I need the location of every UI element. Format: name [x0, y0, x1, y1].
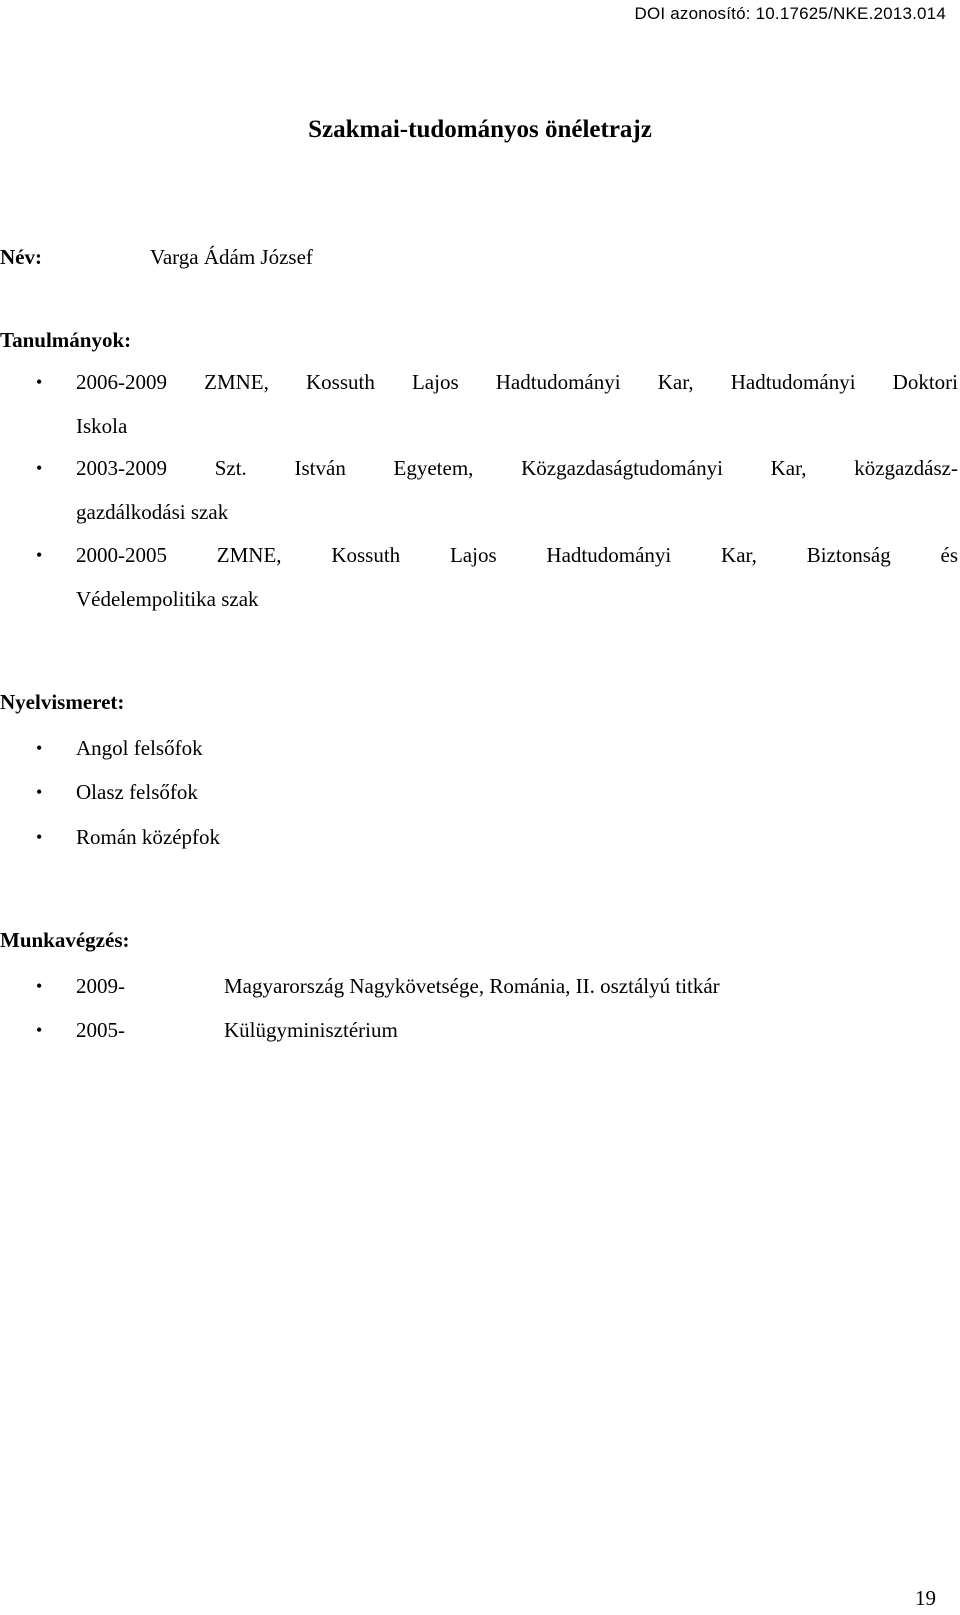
bullet-icon: • — [36, 372, 43, 392]
studies-item-line: 2006-2009 ZMNE, Kossuth Lajos Hadtudományi Kar, Hadtudományi Doktori — [76, 370, 958, 394]
language-list-item — [0, 815, 960, 859]
language-item-text: Olasz felsőfok — [76, 780, 198, 804]
bullet-icon: • — [36, 458, 43, 478]
bullet-icon: • — [36, 782, 43, 802]
studies-list-item — [0, 533, 960, 621]
work-item-year: 2005- — [76, 1018, 125, 1042]
language-item-text: Angol felsőfok — [76, 736, 203, 760]
work-list-item — [0, 1008, 960, 1052]
bullet-icon: • — [36, 827, 43, 847]
studies-item-continuation: Védelempolitika szak — [76, 587, 259, 611]
studies-list-item — [0, 446, 960, 534]
name-label: Név: — [0, 245, 42, 269]
work-item-year: 2009- — [76, 974, 125, 998]
language-list-item — [0, 770, 960, 814]
studies-list-item — [0, 360, 960, 448]
language-list-item — [0, 726, 960, 770]
work-heading: Munkavégzés: — [0, 928, 130, 952]
studies-item-continuation: gazdálkodási szak — [76, 500, 229, 524]
bullet-icon: • — [36, 1020, 43, 1040]
studies-heading: Tanulmányok: — [0, 328, 132, 352]
page-title: Szakmai-tudományos önéletrajz — [308, 116, 652, 143]
studies-item-line: 2003-2009 Szt. István Egyetem, Közgazdaságtudományi Kar, közgazdász- — [76, 456, 958, 480]
page-number: 19 — [915, 1586, 936, 1610]
work-item-text: Magyarország Nagykövetsége, Románia, II. osztályú titkár — [224, 974, 720, 998]
bullet-icon: • — [36, 738, 43, 758]
name-value: Varga Ádám József — [150, 245, 313, 269]
bullet-icon: • — [36, 545, 43, 565]
work-list-item — [0, 964, 960, 1008]
studies-item-line: 2000-2005 ZMNE, Kossuth Lajos Hadtudományi Kar, Biztonság és — [76, 543, 958, 567]
language-item-text: Román középfok — [76, 825, 221, 849]
doi-identifier: DOI azonosító: 10.17625/NKE.2013.014 — [634, 4, 946, 23]
work-item-text: Külügyminisztérium — [224, 1018, 398, 1042]
bullet-icon: • — [36, 976, 43, 996]
studies-item-continuation: Iskola — [76, 414, 128, 438]
languages-heading: Nyelvismeret: — [0, 690, 125, 714]
